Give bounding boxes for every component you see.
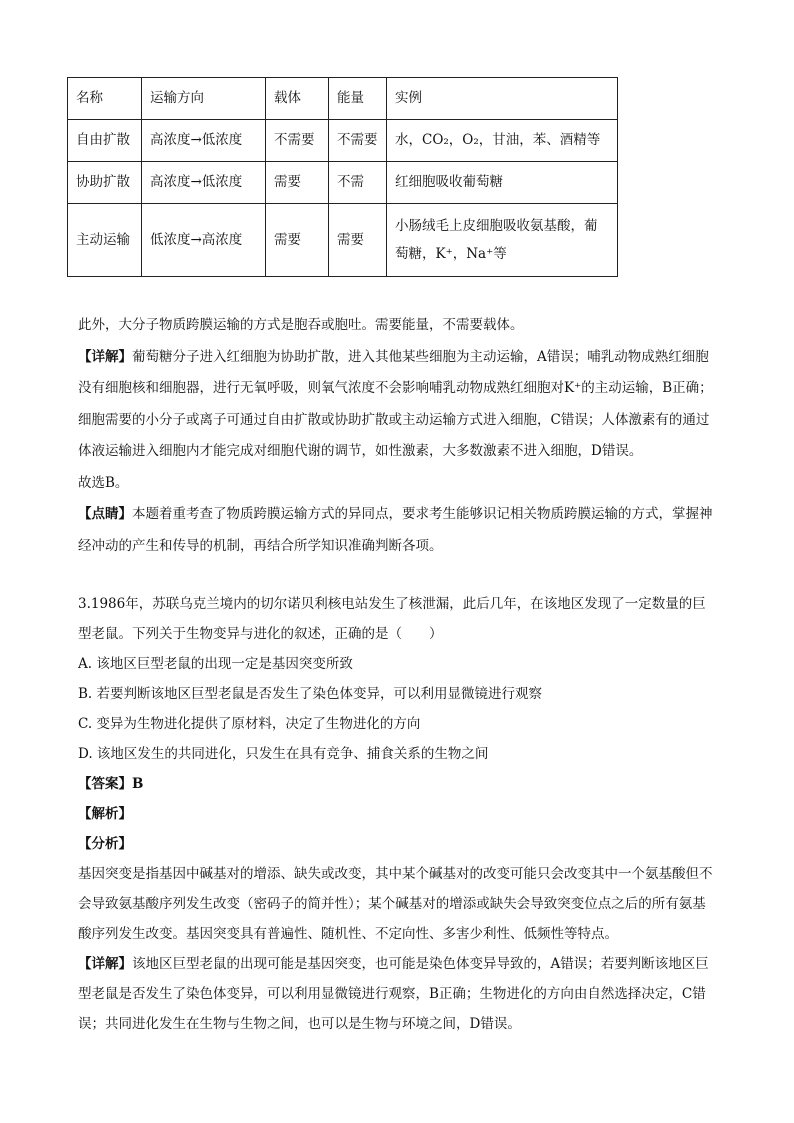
table-cell: 不需 xyxy=(329,162,387,204)
q3-fenxi-tag: 【分析】 xyxy=(78,836,132,852)
table-cell: 需要 xyxy=(329,204,387,277)
table-cell: 协助扩散 xyxy=(68,162,142,204)
comment-tag: 【点睛】 xyxy=(78,506,132,522)
q2-explanation xyxy=(78,310,718,562)
table-cell: 小肠绒毛上皮细胞吸收氨基酸，葡萄糖，K⁺，Na⁺等 xyxy=(387,204,618,277)
q3-analysis-tag: 【解析】 xyxy=(78,806,132,822)
table-header-row xyxy=(68,78,618,120)
extra-note: 此外，大分子物质跨膜运输的方式是胞吞或胞吐。需要能量，不需要载体。 xyxy=(78,317,524,333)
table-cell: 自由扩散 xyxy=(68,120,142,162)
table-cell: 需要 xyxy=(266,162,329,204)
q3-option-a: A. 该地区巨型老鼠的出现一定是基因突变所致 xyxy=(78,656,353,672)
table-header: 能量 xyxy=(329,78,387,120)
table-cell: 不需要 xyxy=(329,120,387,162)
q3-answer: 【答案】B xyxy=(78,776,144,792)
question-3 xyxy=(78,589,718,1039)
table-header: 运输方向 xyxy=(142,78,266,120)
table-row xyxy=(68,204,618,277)
comment-text: 本题着重考查了物质跨膜运输方式的异同点，要求考生能够识记相关物质跨膜运输的方式，掌握神经冲动的产生和传导的机制，再结合所学知识准确判断各项。 xyxy=(78,506,713,554)
q3-option-b: B. 若要判断该地区巨型老鼠是否发生了染色体变异，可以利用显微镜进行观察 xyxy=(78,686,543,702)
q3-fenxi: 基因突变是指基因中碱基对的增添、缺失或改变，其中某个碱基对的改变可能只会改变其中一个氨基酸但不会导致氨基酸序列发生改变（密码子的简并性）；某个碱基对的增添或缺失会导致突变位点之后的所有氨基酸序列发生改变。基因突变具有普遍性、随机性、不定向性、多害少利性、低频性等特点。 xyxy=(78,866,713,942)
table-cell: 高浓度→低浓度 xyxy=(142,162,266,204)
q2-comment xyxy=(78,499,718,562)
q3-option-d: D. 该地区发生的共同进化，只发生在具有竞争、捕食关系的生物之间 xyxy=(78,746,489,762)
q3-option-c: C. 变异为生物进化提供了原材料，决定了生物进化的方向 xyxy=(78,716,421,732)
table-cell: 低浓度→高浓度 xyxy=(142,204,266,277)
detail-text: 该地区巨型老鼠的出现可能是基因突变，也可能是染色体变异导致的，A错误；若要判断该地区巨型老鼠是否发生了染色体变异，可以利用显微镜进行观察，B正确；生物进化的方向由自然选择决定，C错误；共同进化发生在生物与生物之间，也可以是生物与环境之间，D错误。 xyxy=(78,956,709,1032)
q3-detail xyxy=(78,949,718,1039)
q2-choice: 故选B。 xyxy=(78,474,129,491)
q2-detail xyxy=(78,342,718,468)
transport-table xyxy=(67,77,618,277)
table-row xyxy=(68,162,618,204)
table-cell: 红细胞吸收葡萄糖 xyxy=(387,162,618,204)
table-cell: 高浓度→低浓度 xyxy=(142,120,266,162)
table-header: 名称 xyxy=(68,78,142,120)
detail-tag: 【详解】 xyxy=(78,956,132,972)
detail-tag: 【详解】 xyxy=(78,348,132,365)
q3-stem: 3.1986年，苏联乌克兰境内的切尔诺贝利核电站发生了核泄漏，此后几年，在该地区发现了一定数量的巨型老鼠。下列关于生物变异与进化的叙述，正确的是（ ） xyxy=(78,596,706,642)
detail-text: 葡萄糖分子进入红细胞为协助扩散，进入其他某些细胞为主动运输，A错误；哺乳动物成熟红细胞没有细胞核和细胞器，进行无氧呼吸，则氧气浓度不会影响哺乳动物成熟红细胞对K⁺的主动运输，B正确；细胞需要的小分子或离子可通过自由扩散或协助扩散或主动运输方式进入细胞，C错误；人体激素有的通过体液运输进入细胞内才能完成对细胞代谢的调节，如性激素，大多数激素不进入细胞，D错误。 xyxy=(78,348,713,459)
table-header: 载体 xyxy=(266,78,329,120)
table-cell: 需要 xyxy=(266,204,329,277)
table-row xyxy=(68,120,618,162)
table-cell: 水，CO₂，O₂，甘油，苯、酒精等 xyxy=(387,120,618,162)
table-cell: 主动运输 xyxy=(68,204,142,277)
table-header: 实例 xyxy=(387,78,618,120)
table-cell: 不需要 xyxy=(266,120,329,162)
